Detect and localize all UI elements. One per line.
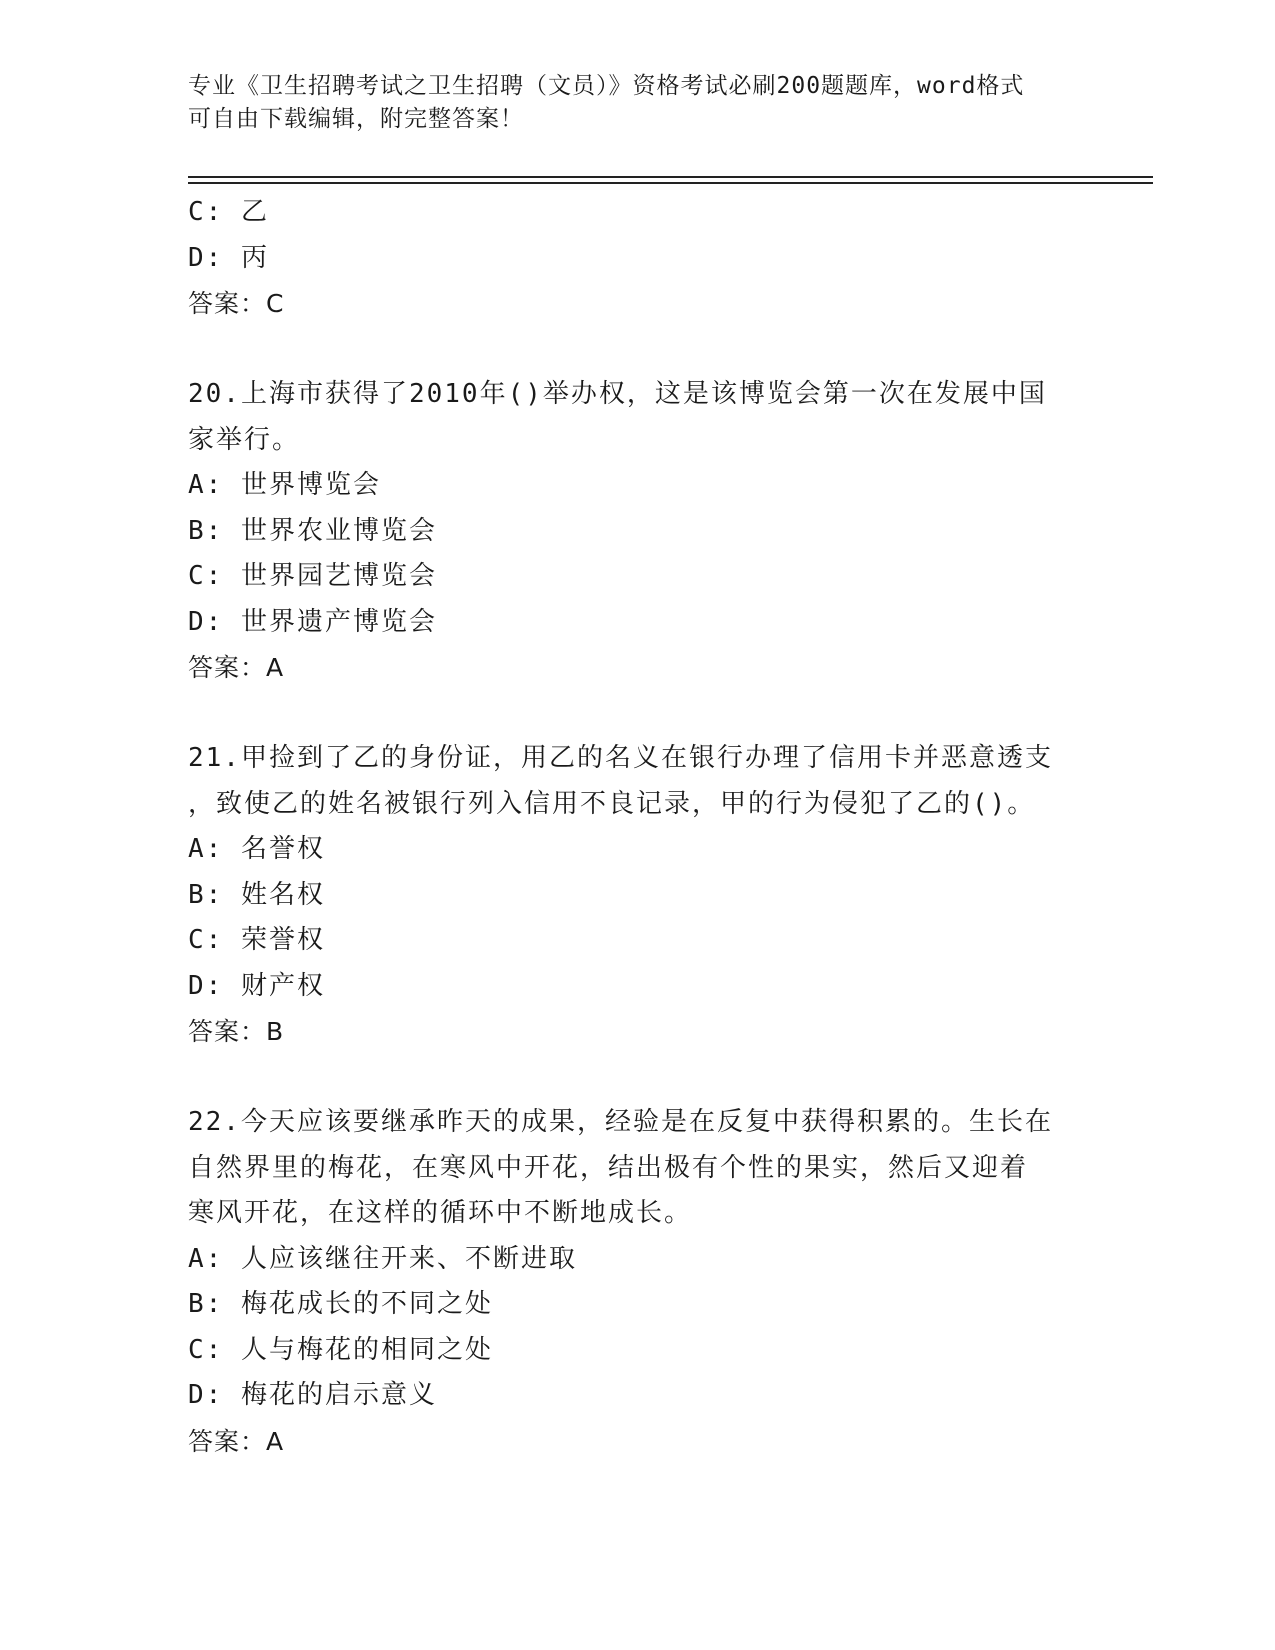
option-b: B: 世界农业博览会 [188, 515, 437, 546]
answer-line: 答案：A [188, 653, 285, 682]
question-stem-line: 21.甲捡到了乙的身份证，用乙的名义在银行办理了信用卡并恶意透支 [188, 743, 1053, 773]
question-stem-line: 家举行。 [188, 424, 301, 455]
question-block-21 [188, 736, 1088, 1055]
question-stem-line: ，致使乙的姓名被银行列入信用不良记录，甲的行为侵犯了乙的()。 [188, 788, 1036, 819]
option-d: D: 财产权 [188, 970, 325, 1001]
option-c: C: 乙 [188, 197, 269, 227]
header-line-2: 可自由下载编辑，附完整答案！ [188, 106, 524, 132]
option-d: D: 梅花的启示意义 [188, 1380, 437, 1410]
spacer [188, 327, 1088, 373]
answer-line: 答案：A [188, 1426, 285, 1456]
answer-line: 答案：C [188, 289, 285, 318]
option-d: D: 丙 [188, 242, 269, 273]
header-divider-bottom [188, 182, 1153, 184]
question-block-22 [188, 1100, 1088, 1464]
header-line-1: 专业《卫生招聘考试之卫生招聘（文员）》资格考试必刷200题题库，word格式 [188, 73, 1025, 99]
option-a: A: 人应该继往开来、不断进取 [188, 1243, 577, 1274]
option-c: C: 人与梅花的相同之处 [188, 1334, 493, 1365]
option-a: A: 世界博览会 [188, 470, 381, 500]
question-stem-line: 22.今天应该要继承昨天的成果，经验是在反复中获得积累的。生长在 [188, 1107, 1053, 1137]
header-divider-top [188, 176, 1153, 178]
question-stem-line: 自然界里的梅花，在寒风中开花，结出极有个性的果实，然后又迎着 [188, 1152, 1029, 1183]
option-b: B: 姓名权 [188, 879, 325, 910]
question-stem-line: 寒风开花，在这样的循环中不断地成长。 [188, 1198, 693, 1228]
document-header [188, 70, 1088, 136]
question-stem-line: 20.上海市获得了2010年()举办权，这是该博览会第一次在发展中国 [188, 379, 1047, 409]
option-a: A: 名誉权 [188, 834, 325, 864]
spacer [188, 691, 1088, 737]
question-block-19 [188, 190, 1088, 327]
answer-line: 答案：B [188, 1017, 285, 1046]
spacer [188, 1055, 1088, 1101]
question-block-20 [188, 372, 1088, 691]
option-d: D: 世界遗产博览会 [188, 606, 437, 637]
option-b: B: 梅花成长的不同之处 [188, 1289, 493, 1319]
option-c: C: 荣誉权 [188, 925, 325, 955]
question-list [188, 190, 1088, 1464]
option-c: C: 世界园艺博览会 [188, 561, 437, 591]
